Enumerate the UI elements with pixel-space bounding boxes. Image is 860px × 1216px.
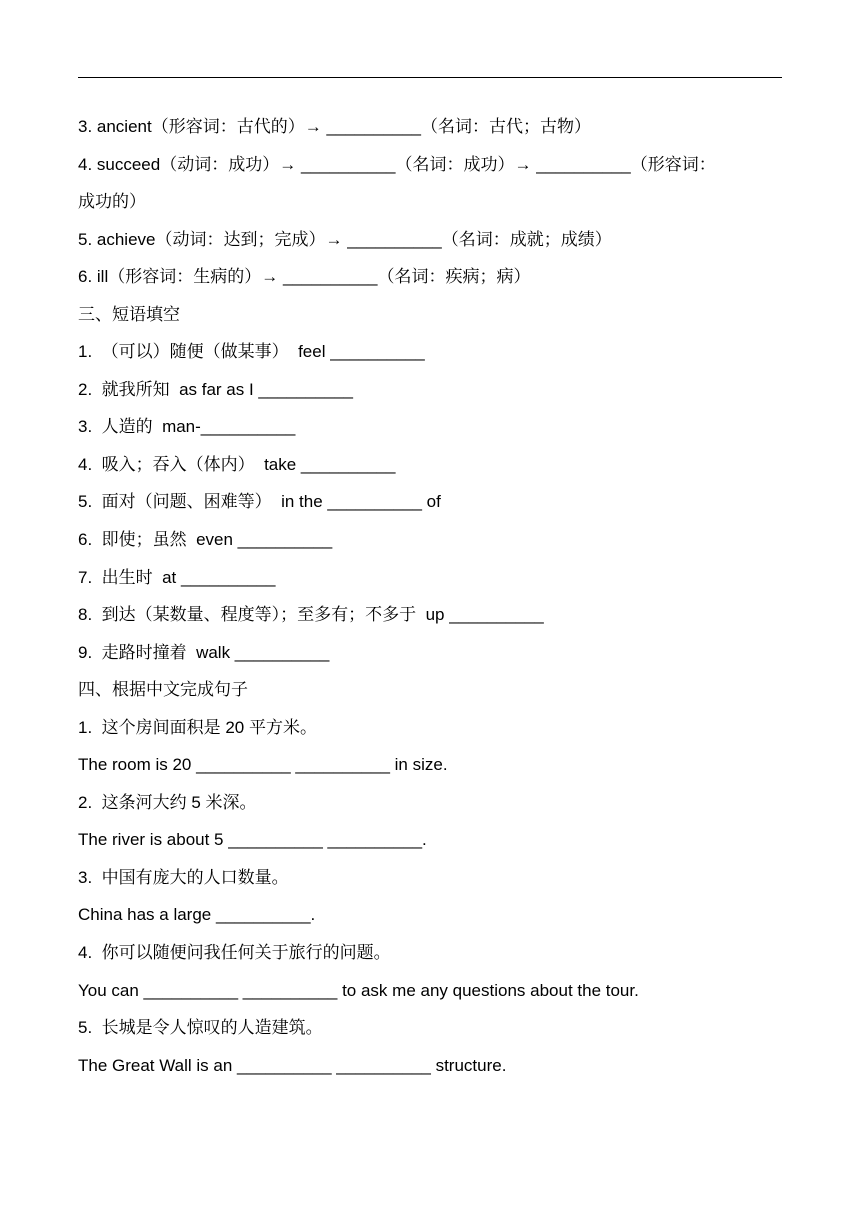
section-heading: 四、根据中文完成句子 bbox=[78, 680, 248, 700]
sentence-prompt: 5. 长城是令人惊叹的人造建筑。 bbox=[78, 1018, 323, 1038]
sentence-prompt: 3. 中国有庞大的人口数量。 bbox=[78, 867, 289, 887]
header-rule bbox=[78, 77, 782, 78]
phrase-item: 3. 人造的 man-__________ bbox=[78, 417, 296, 437]
phrase-item: 7. 出生时 at __________ bbox=[78, 567, 276, 587]
word-form-item-continuation: 成功的） bbox=[78, 192, 146, 212]
sentence-answer: The river is about 5 __________ __________. bbox=[78, 830, 427, 850]
sentence-answer: The room is 20 __________ __________ in size. bbox=[78, 755, 448, 775]
phrase-item: 9. 走路时撞着 walk __________ bbox=[78, 642, 330, 662]
phrase-item: 2. 就我所知 as far as I __________ bbox=[78, 379, 353, 399]
phrase-item: 1. （可以）随便（做某事） feel __________ bbox=[78, 342, 425, 362]
phrase-item: 4. 吸入；吞入（体内） take __________ bbox=[78, 454, 396, 474]
phrase-item: 5. 面对（问题、困难等） in the __________ of bbox=[78, 492, 441, 512]
worksheet-body bbox=[78, 108, 788, 1084]
word-form-item: 4. succeed（动词：成功）→ __________（名词：成功）→ __________（形容词： bbox=[78, 154, 716, 174]
word-form-item: 5. achieve（动词：达到；完成）→ __________（名词：成就；成绩） bbox=[78, 229, 612, 249]
sentence-prompt: 4. 你可以随便问我任何关于旅行的问题。 bbox=[78, 943, 391, 963]
sentence-answer: China has a large __________. bbox=[78, 905, 316, 925]
phrase-item: 6. 即使；虽然 even __________ bbox=[78, 530, 333, 550]
word-form-item: 6. ill（形容词：生病的）→ __________（名词：疾病；病） bbox=[78, 267, 531, 287]
section-heading: 三、短语填空 bbox=[78, 304, 180, 324]
phrase-item: 8. 到达（某数量、程度等）；至多有；不多于 up __________ bbox=[78, 605, 544, 625]
sentence-prompt: 1. 这个房间面积是 20 平方米。 bbox=[78, 717, 317, 737]
word-form-item: 3. ancient（形容词：古代的）→ __________（名词：古代；古物） bbox=[78, 117, 591, 136]
sentence-prompt: 2. 这条河大约 5 米深。 bbox=[78, 792, 257, 812]
sentence-answer: You can __________ __________ to ask me any questions about the tour. bbox=[78, 980, 639, 1000]
sentence-answer: The Great Wall is an __________ __________ structure. bbox=[78, 1055, 507, 1075]
